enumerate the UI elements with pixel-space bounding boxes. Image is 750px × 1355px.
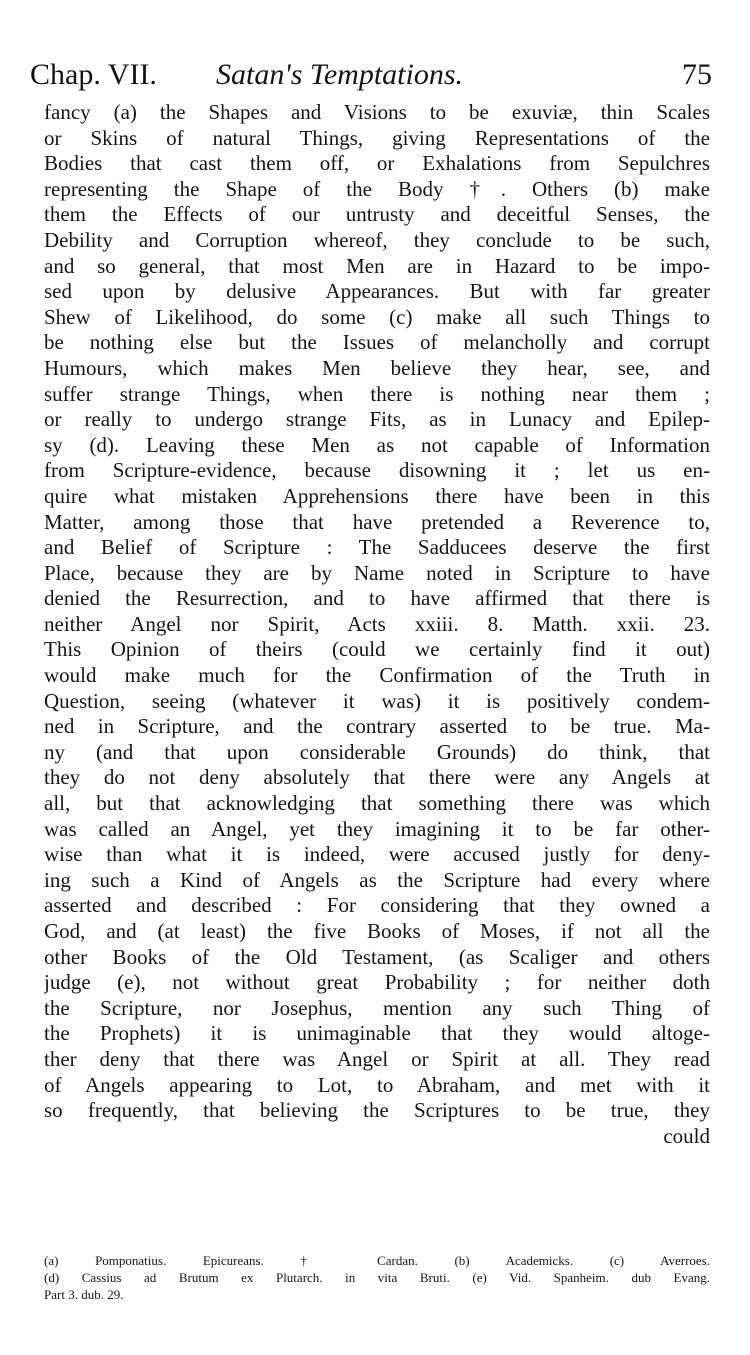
text-line: neither Angel nor Spirit, Acts xxiii. 8. Matth. xxii. 23. [44, 611, 710, 636]
text-line: the Scripture, nor Josephus, mention any such Thing of [44, 995, 710, 1020]
text-line: Humours, which makes Men believe they hear, see, and [44, 355, 710, 380]
text-line: sy (d). Leaving these Men as not capable of Information [44, 432, 710, 457]
text-line: Question, seeing (whatever it was) it is positively condem- [44, 688, 710, 713]
text-line: all, but that acknowledging that something there was which [44, 791, 710, 816]
text-line: and Belief of Scripture : The Sadducees deserve the first [44, 535, 710, 560]
catchword: could [663, 1123, 710, 1148]
footnotes [44, 1252, 710, 1303]
text-line: Debility and Corruption whereof, they conclude to be such, [44, 227, 710, 252]
text-line: or really to undergo strange Fits, as in Lunacy and Epilep- [44, 407, 710, 432]
text-line: denied the Resurrection, and to have affirmed that there is [44, 586, 710, 611]
text-line: representing the Shape of the Body †. Others (b) make [44, 176, 710, 201]
text-line: and so general, that most Men are in Hazard to be impo- [44, 253, 710, 278]
text-line: judge (e), not without great Probability ; for neither doth [44, 970, 710, 995]
chapter-label: Chap. VII. [30, 58, 157, 91]
footnote-line: (a) Pomponatius. Epicureans. † Cardan. (b) Academicks. (c) Averroes. [44, 1253, 710, 1268]
text-line: they do not deny absolutely that there were any Angels at [44, 765, 710, 790]
text-line: ned in Scripture, and the contrary asserted to be true. Ma- [44, 714, 710, 739]
text-line: God, and (at least) the five Books of Moses, if not all the [44, 919, 710, 943]
text-line: fancy (a) the Shapes and Visions to be exuviæ, thin Scales [44, 100, 710, 124]
body-text [44, 100, 710, 1149]
footnote-line: (d) Cassius ad Brutum ex Plutarch. in vita Bruti. (e) Vid. Spanheim. dub Evang. [44, 1270, 710, 1285]
text-line: or Skins of natural Things, giving Representations of the [44, 125, 710, 150]
page-number: 75 [682, 58, 712, 91]
text-line: wise than what it is indeed, were accused justly for deny- [44, 842, 710, 867]
text-line: ther deny that there was Angel or Spirit at all. They read [44, 1046, 710, 1071]
text-line: Shew of Likelihood, do some (c) make all such Things to [44, 304, 710, 329]
text-line: Place, because they are by Name noted in Scripture to have [44, 560, 710, 585]
text-line: asserted and described : For considering that they owned a [44, 893, 710, 918]
text-line: be nothing else but the Issues of melancholly and corrupt [44, 330, 710, 355]
text-line: suffer strange Things, when there is nothing near them ; [44, 381, 710, 406]
text-line: would make much for the Confirmation of the Truth in [44, 663, 710, 688]
running-header [30, 58, 720, 102]
text-line: of Angels appearing to Lot, to Abraham, and met with it [44, 1072, 710, 1097]
text-line: Matter, among those that have pretended a Reverence to, [44, 509, 710, 534]
text-line: This Opinion of theirs (could we certainly find it out) [44, 637, 710, 662]
text-line: was called an Angel, yet they imagining it to be far other- [44, 816, 710, 841]
text-line: Bodies that cast them off, or Exhalations from Sepulchres [44, 151, 710, 176]
text-line: so frequently, that believing the Scriptures to be true, they [44, 1098, 710, 1123]
text-line: the Prophets) it is unimaginable that they would altoge- [44, 1021, 710, 1046]
text-line: them the Effects of our untrusty and deceitful Senses, the [44, 202, 710, 227]
running-title: Satan's Temptations. [216, 58, 464, 91]
text-line: sed upon by delusive Appearances. But with far greater [44, 279, 710, 304]
text-line: from Scripture-evidence, because disowning it ; let us en- [44, 458, 710, 483]
text-line: ing such a Kind of Angels as the Scripture had every where [44, 867, 710, 892]
footnote-line: Part 3. dub. 29. [44, 1287, 124, 1302]
text-line: ny (and that upon considerable Grounds) do think, that [44, 739, 710, 764]
text-line: quire what mistaken Apprehensions there have been in this [44, 483, 710, 508]
text-line: other Books of the Old Testament, (as Scaliger and others [44, 944, 710, 969]
